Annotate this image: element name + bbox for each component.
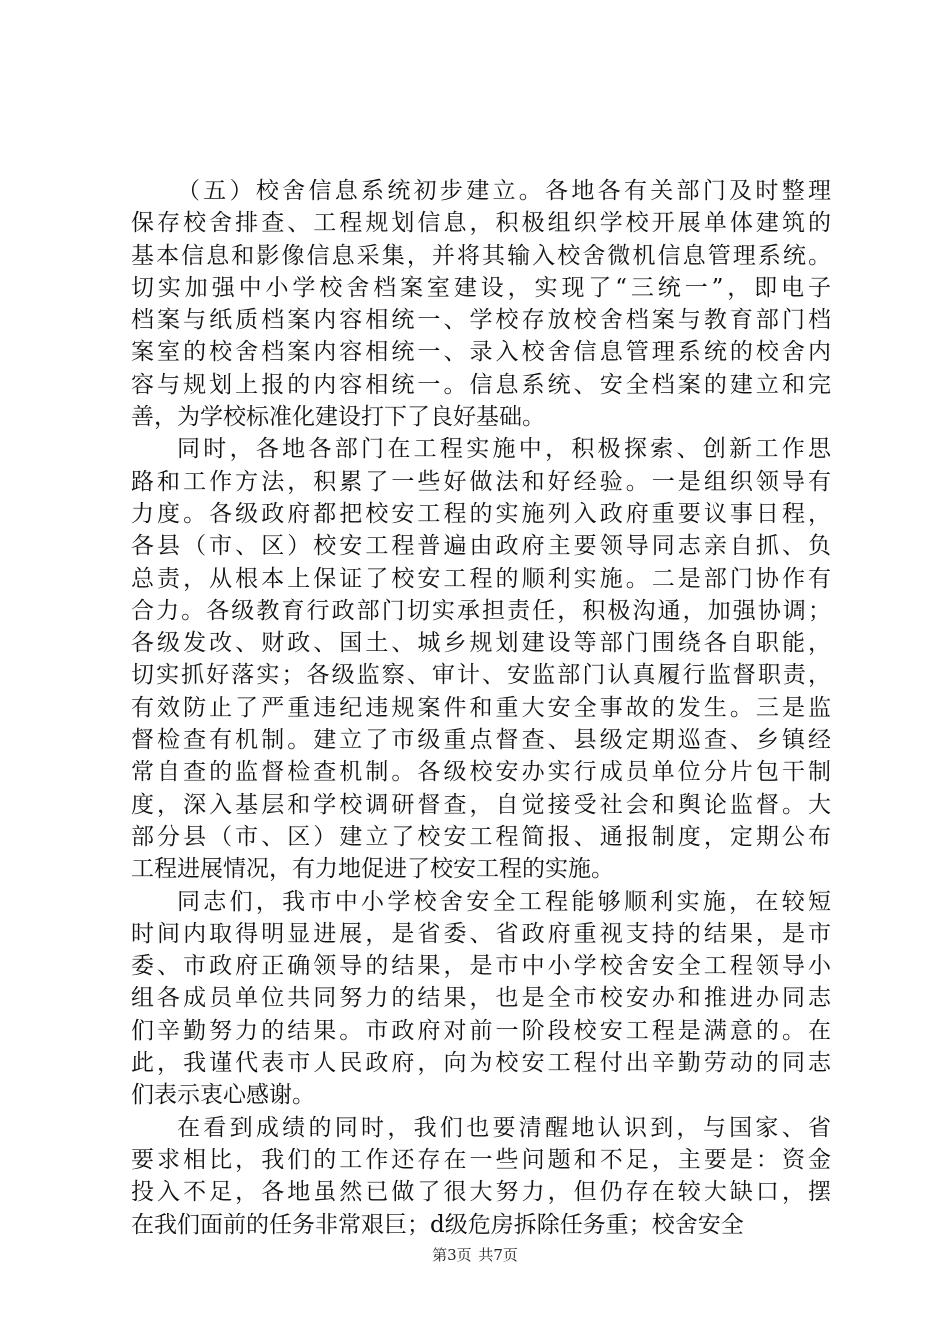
text-line: 善，为学校标准化建设打下了良好基础。 (131, 404, 545, 431)
text-line: 总责，从根本上保证了校安工程的顺利实施。二是部门协作有 (131, 565, 831, 592)
text-line: 组各成员单位共同努力的结果，也是全市校安办和推进办同志 (131, 985, 831, 1012)
text-line: 各县（市、区）校安工程普遍由政府主要领导同志亲自抓、负 (131, 533, 831, 560)
page-number: 第3页 (432, 1246, 472, 1264)
text-line: 常自查的监督检查机制。各级校安办实行成员单位分片包干制 (131, 759, 831, 786)
text-line: 合力。各级教育行政部门切实承担责任，积极沟通，加强协调； (131, 597, 831, 624)
paragraph (131, 1112, 831, 1241)
text-line: 保存校舍排查、工程规划信息，积极组织学校开展单体建筑的 (131, 210, 831, 237)
paragraph (131, 175, 831, 433)
page-total: 共7页 (478, 1246, 518, 1264)
text-line: 在我们面前的任务非常艰巨；d级危房拆除任务重；校舍安全 (131, 1211, 744, 1238)
text-line: 委、市政府正确领导的结果，是市中小学校舍安全工程领导小 (131, 953, 831, 980)
text-line: 此，我谨代表市人民政府，向为校安工程付出辛勤劳动的同志 (131, 1050, 831, 1077)
text-line: 督检查有机制。建立了市级重点督查、县级定期巡查、乡镇经 (131, 727, 831, 754)
text-line: 们辛勤努力的结果。市政府对前一阶段校安工程是满意的。在 (131, 1017, 831, 1044)
text-line: 同志们，我市中小学校舍安全工程能够顺利实施，在较短 (177, 888, 831, 915)
document-body (131, 175, 831, 1241)
text-line: 在看到成绩的同时，我们也要清醒地认识到，与国家、省 (177, 1114, 831, 1141)
text-line: 工程进展情况，有力地促进了校安工程的实施。 (131, 856, 614, 883)
text-line: 档案与纸质档案内容相统一、学校存放校舍档案与教育部门档 (131, 307, 831, 334)
text-line: （五）校舍信息系统初步建立。各地各有关部门及时整理 (177, 178, 831, 204)
paragraph (131, 886, 831, 1112)
text-line: 时间内取得明显进展，是省委、省政府重视支持的结果，是市 (131, 920, 831, 947)
text-line: 度，深入基层和学校调研督查，自觉接受社会和舆论监督。大 (131, 791, 831, 818)
text-line: 有效防止了严重违纪违规案件和重大安全事故的发生。三是监 (131, 694, 831, 721)
paragraph (131, 433, 831, 885)
text-line: 容与规划上报的内容相统一。信息系统、安全档案的建立和完 (131, 371, 831, 398)
text-line: 案室的校舍档案内容相统一、录入校舍信息管理系统的校舍内 (131, 339, 831, 366)
text-line: 切实加强中小学校舍档案室建设，实现了“三统一”，即电子 (131, 274, 831, 301)
text-line: 部分县（市、区）建立了校安工程简报、通报制度，定期公布 (131, 823, 831, 850)
text-line: 路和工作方法，积累了一些好做法和好经验。一是组织领导有 (131, 468, 831, 495)
text-line: 们表示衷心感谢。 (131, 1082, 315, 1109)
text-line: 基本信息和影像信息采集，并将其输入校舍微机信息管理系统。 (131, 242, 831, 269)
text-line: 同时，各地各部门在工程实施中，积极探索、创新工作思 (177, 436, 831, 463)
text-line: 切实抓好落实；各级监察、审计、安监部门认真履行监督职责， (131, 662, 831, 689)
text-line: 要求相比，我们的工作还存在一些问题和不足，主要是：资金 (131, 1146, 831, 1173)
page-footer (0, 1244, 950, 1265)
text-line: 力度。各级政府都把校安工程的实施列入政府重要议事日程， (131, 500, 831, 527)
text-line: 各级发改、财政、国土、城乡规划建设等部门围绕各自职能， (131, 630, 831, 657)
text-line: 投入不足，各地虽然已做了很大努力，但仍存在较大缺口，摆 (131, 1179, 831, 1206)
